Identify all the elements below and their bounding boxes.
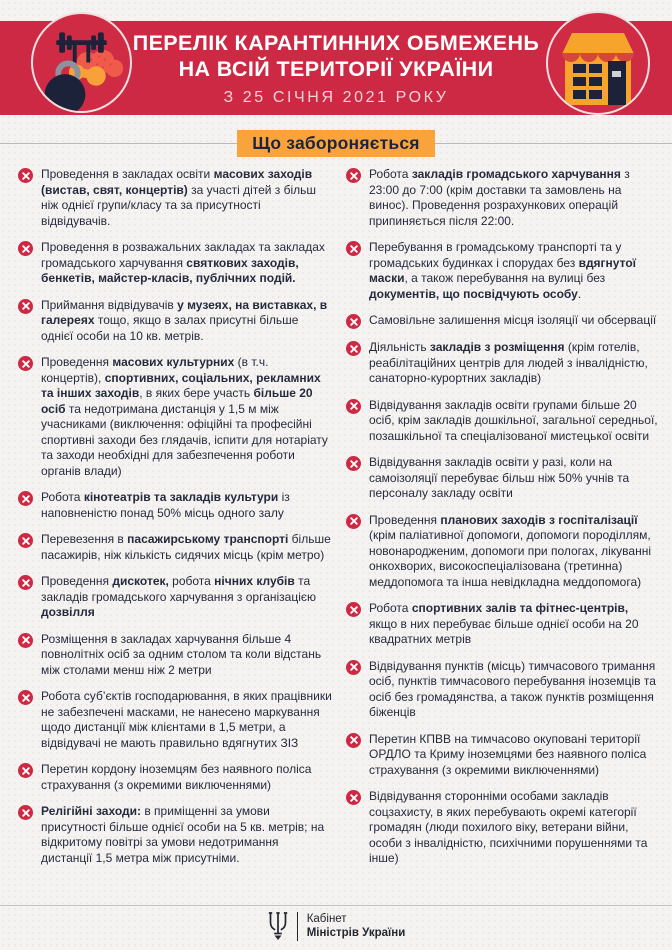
header-text-block xyxy=(132,21,540,115)
restriction-item xyxy=(346,455,658,502)
restriction-text: Робота кінотеатрів та закладів культури із наповненістю понад 50% місць одного залу xyxy=(41,490,290,520)
restrictions-list xyxy=(18,167,658,878)
tryzub-icon xyxy=(267,911,289,941)
restriction-text: Проведення в розважальних закладах та закладах громадського харчування святкових заходів, бенкетів, майстер-класів, публічних подій. xyxy=(41,240,325,285)
prohibited-x-icon xyxy=(346,399,361,414)
right-column xyxy=(346,167,658,878)
prohibited-x-icon xyxy=(346,456,361,471)
restriction-text: Приймання відвідувачів у музеях, на виставках, в галереях тощо, якщо в залах присутні більше однієї особи на 10 кв. метрів. xyxy=(41,297,328,343)
restriction-item xyxy=(18,298,332,345)
restriction-item xyxy=(18,532,332,563)
restriction-item xyxy=(18,689,332,751)
prohibited-x-icon xyxy=(346,733,361,748)
restriction-item xyxy=(18,490,332,521)
prohibitions-banner xyxy=(237,130,435,157)
restriction-text: Перевезення в пасажирському транспорті більше пасажирів, ніж кількість сидячих місць (крім метро) xyxy=(41,532,331,562)
prohibited-x-icon xyxy=(18,763,33,778)
prohibited-x-icon xyxy=(18,633,33,648)
restriction-item xyxy=(346,659,658,721)
restriction-item xyxy=(18,574,332,621)
prohibited-x-icon xyxy=(18,168,33,183)
footer-org-line1: Кабінет xyxy=(306,913,347,925)
page-title: ПЕРЕЛІК КАРАНТИННИХ ОБМЕЖЕНЬ НА ВСІЙ ТЕРИТОРІЇ УКРАЇНИ xyxy=(132,30,540,81)
restriction-item xyxy=(18,804,332,866)
restriction-text: Відвідування сторонніми особами закладів соцзахисту, в яких перебувають окремі категорії громадян (люди похилого віку, ветерани війни, особи з інвалідністю, психічними порушеннями та інше) xyxy=(369,789,648,865)
restriction-text: Відвідування пунктів (місць) тимчасового тримання осіб, пунктів тимчасового перебування іноземців та осіб без громадянства, а також пунктів розміщення біженців xyxy=(369,658,656,719)
prohibited-x-icon xyxy=(18,575,33,590)
restriction-text: Діяльність закладів з розміщення (крім готелів, реабілітаційних центрів для людей з інвалідністю, санаторно-курортних закладів) xyxy=(369,340,648,385)
restriction-text: Розміщення в закладах харчування більше 4 повнолітніх осіб за одним столом та коли відстань між столами менш ніж 2 метри xyxy=(41,631,322,677)
restriction-item xyxy=(346,240,658,302)
restriction-text: Проведення в закладах освіти масових заходів (вистав, свят, концертів) за участі дітей з більш ніж однієї групи/класу та за присутності відвідувачів. xyxy=(41,167,317,228)
prohibited-x-icon xyxy=(18,491,33,506)
prohibited-x-icon xyxy=(346,660,361,675)
restriction-item xyxy=(18,167,332,229)
restriction-item xyxy=(346,732,658,779)
restriction-text: Відвідування закладів освіти групами більше 20 осіб, крім закладів дошкільної, загальної середньої, позашкільної та спеціалізованої мистецької освіти xyxy=(369,397,658,443)
restriction-item xyxy=(346,601,658,648)
restriction-text: Проведення планових заходів з госпіталізації (крім паліативної допомоги, допомоги породіллям, новонародженим, допомоги при пологах, лікуванні онкохворих, високоспеціалізована (третинна) меддопомога та інша невідкладна меддопомога) xyxy=(369,512,652,589)
prohibited-x-icon xyxy=(346,341,361,356)
prohibited-x-icon xyxy=(346,241,361,256)
prohibited-x-icon xyxy=(18,533,33,548)
footer-org-line2: Міністрів України xyxy=(306,927,406,939)
restriction-text: Робота суб’єктів господарювання, в яких працівники не забезпечені масками, не нанесено маркування щодо дистанції між клієнтами в 1,5 метри, а відвідувачі не мають правильно вдягнутих ЗІЗ xyxy=(41,689,332,750)
restriction-item xyxy=(346,513,658,591)
prohibited-x-icon xyxy=(346,790,361,805)
restriction-text: Самовільне залишення місця ізоляції чи обсервації xyxy=(369,313,657,327)
prohibited-x-icon xyxy=(346,602,361,617)
footer-divider xyxy=(297,912,298,941)
restriction-text: Релігійні заходи: в приміщенні за умови присутності більше однієї особи на 5 кв. метрів; на відкритому повітрі за умови недотримання дистанції 1,5 метра між присутніми. xyxy=(41,804,325,865)
prohibited-x-icon xyxy=(346,168,361,183)
prohibited-x-icon xyxy=(18,805,33,820)
prohibited-x-icon xyxy=(18,299,33,314)
prohibitions-banner-label: Що забороняється xyxy=(252,133,420,153)
restriction-text: Проведення дискотек, робота нічних клубів та закладів громадського харчування з організацією дозвілля xyxy=(41,574,316,619)
prohibited-x-icon xyxy=(18,356,33,371)
restriction-text: Проведення масових культурних (в т.ч. концертів), спортивних, соціальних, рекламних та інших заходів, в яких бере участь більше 20 осіб та недотримана дистанція у 1,5 м між учасниками (виключення: офіційні та професійні спортивні заходи без глядачів, іспити для нотаріату та заходи необхідні для забезпечення роботи органів влади) xyxy=(41,355,328,478)
left-column xyxy=(18,167,346,878)
gym-equipment-icon xyxy=(31,12,132,113)
prohibited-x-icon xyxy=(346,314,361,329)
restriction-item xyxy=(346,789,658,867)
footer xyxy=(0,911,672,941)
page-subtitle: З 25 СІЧНЯ 2021 РОКУ xyxy=(223,88,449,106)
prohibited-x-icon xyxy=(18,241,33,256)
restriction-item xyxy=(18,762,332,793)
prohibited-x-icon xyxy=(18,690,33,705)
restriction-text: Перетин КПВВ на тимчасово окуповані території ОРДЛО та Криму іноземцями без наявного поліса страхування (з окремими виключеннями) xyxy=(369,731,647,777)
restriction-item xyxy=(18,355,332,479)
restriction-item xyxy=(18,632,332,679)
restriction-text: Перебування в громадському транспорті та у громадських будинках і спорудах без вдягнутої маски, а також перебування на вулиці без документів, що посвідчують особу. xyxy=(369,240,637,301)
restriction-text: Робота закладів громадського харчування з 23:00 до 7:00 (крім доставки та замовлень на винос). Проведення розрахункових операцій припиняється після 22:00. xyxy=(369,167,630,228)
storefront-icon xyxy=(546,11,650,115)
restriction-item xyxy=(346,167,658,229)
restriction-item xyxy=(346,313,658,329)
restriction-item xyxy=(346,340,658,387)
restriction-text: Перетин кордону іноземцям без наявного поліса страхування (з окремими виключеннями) xyxy=(41,762,312,792)
restriction-item xyxy=(18,240,332,287)
prohibited-x-icon xyxy=(346,514,361,529)
footer-org-name xyxy=(307,912,406,940)
restriction-text: Робота спортивних залів та фітнес-центрів, якщо в них перебуває більше однієї особи на 20 квадратних метрів xyxy=(369,601,639,646)
footer-divider-line xyxy=(0,905,672,906)
restriction-item xyxy=(346,398,658,445)
restriction-text: Відвідування закладів освіти у разі, коли на самоізоляції перебуває більш ніж 50% учнів та персоналу закладу освіти xyxy=(369,455,630,500)
